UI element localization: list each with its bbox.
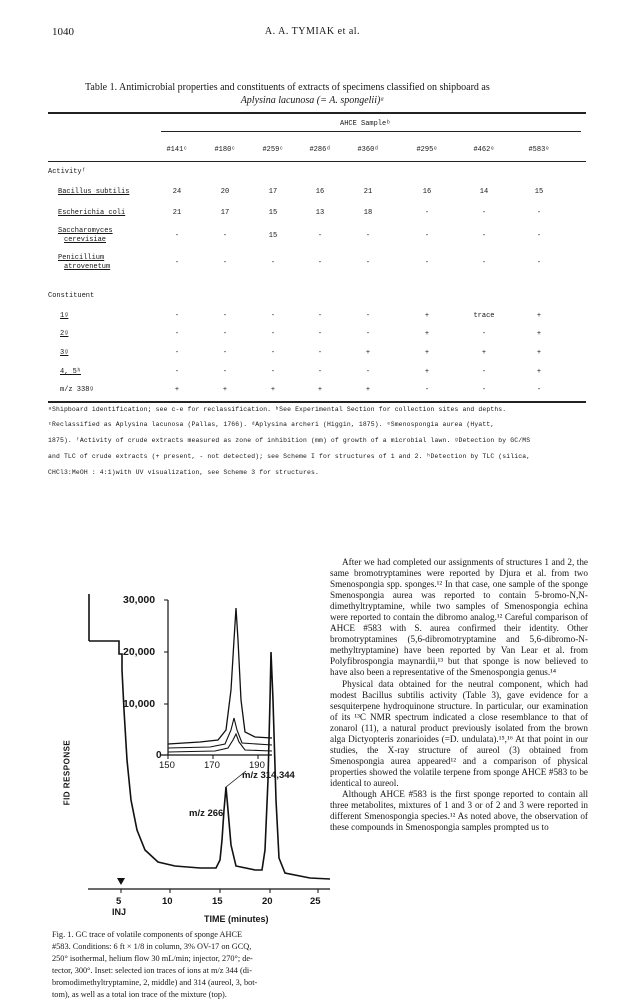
peak-label-mz-314-344: m/z 314,344 <box>242 770 295 781</box>
constituent-cell: - <box>222 368 228 376</box>
running-head: A. A. TYMIAK et al. <box>264 26 361 37</box>
sample-header: #286ᵈ <box>309 146 331 154</box>
body-paragraph: Although AHCE #583 is the first sponge reported to contain all three metabolites, mixtures of 1 and 3 or of 2 and 3 were reported in different Smenospongia species.¹² As noted above, the observation of these compounds in Smenospongia samples prompted us to <box>330 788 588 833</box>
constituent-cell: - <box>365 330 371 338</box>
inset-total-ion-trace <box>168 608 272 744</box>
constituent-section-label: Constituent <box>48 292 95 300</box>
constituent-cell: + <box>174 386 180 394</box>
body-paragraph: Physical data obtained for the neutral component, which had modest Bacillus subtilis activity (Table 3), gave evidence for a sesquiterpene hydroquinone structure. In particular, our examination of its ¹³C NMR spectrum indicated a close resemblance to that of zonarol (11), a natural product previously isolated from the brown alga Dictyopteris zonarioides (=D. undulata).¹⁵,¹⁶ At that point in our studies, the X-ray structure of aureol (3) obtained from Smenospongia aurea appeared¹² and a comparison of physical properties showed the volatile terpene from sponge AHCE #583 to be identical to aureol. <box>330 678 588 788</box>
constituent-cell: + <box>424 368 430 376</box>
constituent-cell: - <box>317 330 323 338</box>
table-footnote: 1875). ᶠActivity of crude extracts measured as zone of inhibition (mm) of growth of a microbial lawn. ᵍDetection by GC/MS <box>48 437 531 444</box>
constituent-cell: + <box>365 349 371 357</box>
table-caption-line-1: Table 1. Antimicrobial properties and constituents of extracts of specimens classified on shipboard as <box>85 82 490 93</box>
activity-cell: 15 <box>268 232 278 240</box>
constituent-cell: - <box>481 368 487 376</box>
constituent-cell: - <box>222 330 228 338</box>
figure-caption-line: #583. Conditions: 6 ft × 1/8 in column, 3% OV-17 on GCQ, <box>52 942 252 951</box>
constituent-cell: - <box>222 349 228 357</box>
constituent-cell: - <box>365 368 371 376</box>
x-tick-label: 10 <box>162 896 173 907</box>
sample-header: #141ᶜ <box>166 146 188 154</box>
activity-cell: 21 <box>172 209 182 217</box>
activity-cell: - <box>424 232 430 240</box>
activity-cell: - <box>424 209 430 217</box>
constituent-cell: + <box>536 330 542 338</box>
constituent-cell: trace <box>473 312 495 320</box>
y-axis-label-wrap <box>59 735 73 815</box>
row-label-bacillus: Bacillus subtilis <box>58 188 130 196</box>
constituent-cell: - <box>270 349 276 357</box>
table-footnote: and TLC of crude extracts (+ present, - not detected); see Scheme I for structures of 1 and 2. ʰDetection by TLC (silica, <box>48 453 531 460</box>
activity-cell: - <box>481 232 487 240</box>
constituent-cell: - <box>270 330 276 338</box>
activity-cell: - <box>270 259 276 267</box>
figure-caption-line: tom), as well as a total ion trace of the mixture (top). <box>52 990 227 999</box>
activity-cell: 17 <box>268 188 278 196</box>
inset-y-tick-label: 0 <box>156 750 162 761</box>
row-label-compound-1: 1ᵍ <box>60 312 69 320</box>
table-footnote: CHCl3:MeOH : 4:1)with UV visualization, see Scheme 3 for structures. <box>48 469 319 476</box>
constituent-cell: - <box>424 386 430 394</box>
constituent-cell: - <box>174 368 180 376</box>
injection-arrow <box>117 878 125 885</box>
row-label-compound-2: 2ᵍ <box>60 330 69 338</box>
activity-cell: - <box>174 232 180 240</box>
row-label-compound-4-5: 4, 5ʰ <box>60 368 82 376</box>
inset-x-tick-label: 150 <box>159 760 175 771</box>
constituent-cell: + <box>424 312 430 320</box>
main-chromatogram-trace <box>89 594 330 879</box>
figure-caption-line: bromodimethyltryptamine, 2, middle) and 314 (aureol, 3, bot- <box>52 978 258 987</box>
activity-cell: - <box>365 259 371 267</box>
figure-caption-line: 250° isothermal, helium flow 30 mL/min; injector, 270°; de- <box>52 954 253 963</box>
constituent-cell: - <box>222 312 228 320</box>
constituent-cell: - <box>174 349 180 357</box>
activity-section-label: Activityᶠ <box>48 168 86 176</box>
activity-cell: 16 <box>315 188 325 196</box>
inset-y-tick-label: 20,000 <box>123 646 156 658</box>
activity-cell: - <box>424 259 430 267</box>
x-tick-label: 5 <box>116 896 122 907</box>
sample-header: #583ᵉ <box>528 146 550 154</box>
inset-y-tick-label: 30,000 <box>123 594 156 606</box>
activity-cell: 15 <box>534 188 544 196</box>
row-label-mz-338: m/z 338ᵍ <box>60 386 94 394</box>
constituent-cell: - <box>481 386 487 394</box>
row-label-compound-3: 3ᵍ <box>60 349 69 357</box>
table-footnote: ᶜReclassified as Aplysina lacunosa (Pallas, 1766). ᵈAplysina archeri (Higgin, 1875). ᵉSmenospongia aurea (Hyatt, <box>48 421 495 428</box>
figure-caption-line: tector, 300°. Inset: selected ion traces of ions at m/z 344 (di- <box>52 966 252 975</box>
constituent-cell: - <box>317 349 323 357</box>
x-tick-label: 15 <box>212 896 223 907</box>
constituent-cell: + <box>365 386 371 394</box>
activity-cell: 21 <box>363 188 373 196</box>
activity-cell: 14 <box>479 188 489 196</box>
activity-cell: - <box>536 209 542 217</box>
constituent-cell: + <box>424 349 430 357</box>
sample-header: #180ᶜ <box>214 146 236 154</box>
constituent-cell: - <box>174 330 180 338</box>
figure-caption-line: Fig. 1. GC trace of volatile components of sponge AHCE <box>52 930 243 939</box>
peak-label-mz-266: m/z 266 <box>189 808 224 819</box>
activity-cell: - <box>222 232 228 240</box>
constituent-cell: - <box>270 312 276 320</box>
constituent-cell: + <box>424 330 430 338</box>
body-paragraph: After we had completed our assignments of structures 1 and 2, the same bromotryptamines were reported by Djura et al. from two Smenospongia spp. sponges.¹² In that case, one sample of the sponge Smenospongia aurea was reported to contain 5-bromo-N,N-dimethyltryptamine, while two samples of Smenospongia echina were reported to contain the dibromo analog.¹² Careful comparison of AHCE #583 with S. aurea confirmed their identity. Other bromotryptamines (5,6-dibromotryptamine and 5,6-dibromo-N-methyltryptamine) have been reported by Van Lear et al. from Polyfibrospongia maynardii,¹³ but that sponge is now believed to have also been a representative of the Smenospongia genus.¹⁴ <box>330 557 588 678</box>
row-label-penicillium: Penicillium <box>58 254 105 262</box>
activity-cell: 16 <box>422 188 432 196</box>
x-tick-label: 25 <box>310 896 321 907</box>
constituent-cell: - <box>174 312 180 320</box>
inset-x-tick-label: 170 <box>204 760 220 771</box>
activity-cell: - <box>536 232 542 240</box>
table-group-header: AHCE Sampleᵇ <box>340 120 391 128</box>
constituent-cell: - <box>317 368 323 376</box>
activity-cell: 15 <box>268 209 278 217</box>
activity-cell: - <box>481 259 487 267</box>
constituent-cell: + <box>536 368 542 376</box>
activity-cell: - <box>365 232 371 240</box>
row-label-ecoli: Escherichia coli <box>58 209 126 217</box>
activity-cell: - <box>222 259 228 267</box>
x-tick-label: 20 <box>262 896 273 907</box>
activity-cell: - <box>174 259 180 267</box>
constituent-cell: + <box>536 349 542 357</box>
body-text-column <box>330 557 588 833</box>
constituent-cell: + <box>317 386 323 394</box>
table-caption-line-2: Aplysina lacunosa (= A. spongelii)ᵃ <box>240 95 385 106</box>
constituent-cell: + <box>270 386 276 394</box>
constituent-cell: + <box>481 349 487 357</box>
sample-header: #462ᵉ <box>473 146 495 154</box>
constituent-cell: - <box>270 368 276 376</box>
sample-header: #295ᵉ <box>416 146 438 154</box>
x-axis-label: TIME (minutes) <box>204 914 269 924</box>
activity-cell: 18 <box>363 209 373 217</box>
inset-y-tick-label: 10,000 <box>123 698 156 710</box>
activity-cell: 13 <box>315 209 325 217</box>
constituent-cell: - <box>317 312 323 320</box>
y-axis-label: FID RESPONSE <box>62 739 72 806</box>
inset-x-tick-label: 190 <box>249 760 265 771</box>
activity-cell: - <box>481 209 487 217</box>
constituent-cell: + <box>222 386 228 394</box>
sample-header: #360ᵈ <box>357 146 379 154</box>
constituent-cell: - <box>536 386 542 394</box>
activity-cell: - <box>317 232 323 240</box>
row-label-saccharomyces: Saccharomyces <box>58 227 113 235</box>
activity-cell: - <box>317 259 323 267</box>
table-footnote: ᵃShipboard identification; see c-e for reclassification. ᵇSee Experimental Section for collection sites and depths. <box>48 406 507 413</box>
constituent-cell: + <box>536 312 542 320</box>
constituent-cell: - <box>481 330 487 338</box>
injection-label: INJ <box>112 907 127 917</box>
activity-cell: 20 <box>220 188 230 196</box>
page-number: 1040 <box>52 26 74 38</box>
sample-header: #259ᶜ <box>262 146 284 154</box>
row-label-saccharomyces-2: cerevisiae <box>64 236 107 244</box>
activity-cell: 24 <box>172 188 182 196</box>
activity-cell: - <box>536 259 542 267</box>
constituent-cell: - <box>365 312 371 320</box>
activity-cell: 17 <box>220 209 230 217</box>
row-label-penicillium-2: atrovenetum <box>64 263 111 271</box>
